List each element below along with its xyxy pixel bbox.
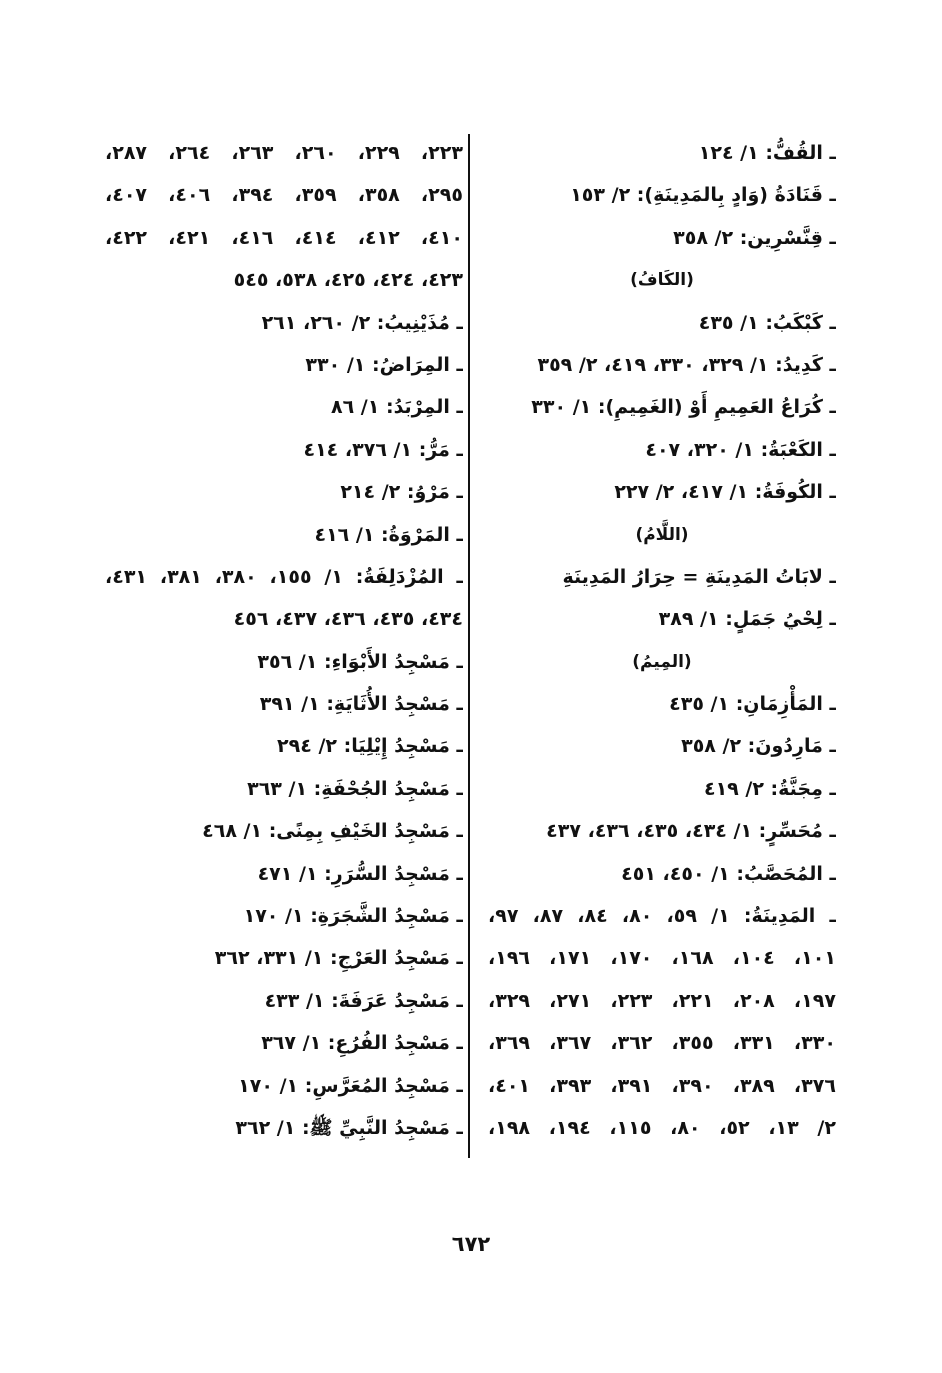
index-entry: ـ المَأْزِمَانِ: ١/ ٤٣٥ bbox=[669, 693, 836, 716]
index-entry: ـ مِجَنَّةُ: ٢/ ٤١٩ bbox=[703, 777, 836, 800]
index-entry: ـ مَسْجِدُ النَّبِيِّ ﷺ: ١/ ٣٦٢ bbox=[235, 1116, 463, 1139]
index-entry: ـ كُرَاعُ العَمِيمِ أَوْ (الغَمِيمِ): ١/ ٣٣٠ bbox=[531, 396, 836, 419]
index-entry: ـ مَسْجِدُ عَرَفَةَ: ١/ ٤٣٣ bbox=[264, 989, 463, 1012]
index-entry: ـ مَسْجِدُ العَرْجِ: ١/ ٣٣١، ٣٦٢ bbox=[214, 947, 463, 970]
index-entry: ٣٣٠، ٣٣١، ٣٥٥، ٣٦٢، ٣٦٧، ٣٦٩، bbox=[488, 1032, 836, 1055]
column-divider bbox=[468, 134, 470, 1158]
index-entry: ـ مَسْجِدُ السُّرَرِ: ١/ ٤٧١ bbox=[257, 862, 463, 885]
index-entry: ـ المِرْبَدُ: ١/ ٨٦ bbox=[330, 396, 463, 419]
index-entry: ـ مَسْجِدُ الشَّجَرَةِ: ١/ ١٧٠ bbox=[243, 905, 463, 928]
index-entry: ـ مَرُّ: ١/ ٣٧٦، ٤١٤ bbox=[303, 438, 463, 461]
index-entry: ـ مَرْوُ: ٢/ ٢١٤ bbox=[340, 481, 463, 504]
index-column-left bbox=[105, 132, 463, 1149]
index-entry: ٤٢٣، ٤٢٤، ٤٢٥، ٥٣٨، ٥٤٥ bbox=[233, 269, 463, 292]
section-heading bbox=[488, 641, 836, 683]
index-entry: ـ المُحَصَّبُ: ١/ ٤٥٠، ٤٥١ bbox=[621, 862, 836, 885]
index-entry: ـ قِنَّسْرِين: ٢/ ٣٥٨ bbox=[673, 226, 836, 249]
page-number: ٦٧٢ bbox=[451, 1232, 491, 1256]
index-entry: ـ مَسْجِدُ الأُثَايَةِ: ١/ ٣٩١ bbox=[259, 693, 463, 716]
index-entry: ـ المَدِينَةُ: ١/ ٥٩، ٨٠، ٨٤، ٨٧، ٩٧، bbox=[488, 905, 836, 928]
section-heading bbox=[488, 259, 836, 301]
index-entry: ـ مَسْجِدُ إِيْلِيَا: ٢/ ٢٩٤ bbox=[277, 735, 463, 758]
index-entry: ـ لابَاتُ المَدِينَةِ = حِرَارُ المَدِينَةِ bbox=[562, 565, 836, 588]
index-entry: ٢٩٥، ٣٥٨، ٣٥٩، ٣٩٤، ٤٠٦، ٤٠٧، bbox=[105, 184, 463, 207]
index-entry: ـ مَسْجِدُ الجُحْفَةِ: ١/ ٣٦٣ bbox=[247, 777, 463, 800]
index-column-right bbox=[488, 132, 836, 1149]
index-entry: ـ الكَعْبَةُ: ١/ ٣٢٠، ٤٠٧ bbox=[645, 438, 836, 461]
section-heading-text: (الكَافُ) bbox=[630, 270, 694, 291]
index-entry: ـ المَرْوَةُ: ١/ ٤١٦ bbox=[314, 523, 463, 546]
index-entry: ـ لِحْيُ جَمَلٍ: ١/ ٣٨٩ bbox=[658, 608, 836, 631]
index-entry: ـ كَبْكَبُ: ١/ ٤٣٥ bbox=[698, 311, 836, 334]
index-entry: ـ مَارِدُونَ: ٢/ ٣٥٨ bbox=[681, 735, 836, 758]
section-heading-text: (المِيمُ) bbox=[632, 651, 692, 672]
index-entry: ٣٧٦، ٣٨٩، ٣٩٠، ٣٩١، ٣٩٣، ٤٠١، bbox=[488, 1074, 836, 1097]
index-entry: ـ مُحَسِّرٍ: ١/ ٤٣٤، ٤٣٥، ٤٣٦، ٤٣٧ bbox=[546, 820, 836, 843]
section-heading-text: (اللَّامُ) bbox=[635, 524, 689, 545]
index-entry: ٢/ ١٣، ٥٢، ٨٠، ١١٥، ١٩٤، ١٩٨، bbox=[488, 1116, 836, 1139]
index-entry: ـ قَنَادَةُ (وَادٍ بِالمَدِينَةِ): ٢/ ١٥٣ bbox=[570, 184, 836, 207]
index-entry: ١٠١، ١٠٤، ١٦٨، ١٧٠، ١٧١، ١٩٦، bbox=[488, 947, 836, 970]
index-entry: ـ مَسْجِدُ الأَبْوَاءِ: ١/ ٣٥٦ bbox=[257, 650, 463, 673]
index-entry: ـ الكُوفَةُ: ١/ ٤١٧، ٢/ ٢٢٧ bbox=[614, 481, 836, 504]
index-entry: ١٩٧، ٢٠٨، ٢٢١، ٢٢٣، ٢٧١، ٣٢٩، bbox=[488, 989, 836, 1012]
index-entry: ٤٣٤، ٤٣٥، ٤٣٦، ٤٣٧، ٤٥٦ bbox=[233, 608, 463, 631]
index-entry: ـ المِرَاضُ: ١/ ٣٣٠ bbox=[305, 353, 463, 376]
index-entry: ـ كَدِيدُ: ١/ ٣٢٩، ٣٣٠، ٤١٩، ٢/ ٣٥٩ bbox=[537, 353, 836, 376]
index-entry: ٤١٠، ٤١٢، ٤١٤، ٤١٦، ٤٢١، ٤٢٢، bbox=[105, 226, 463, 249]
index-entry: ـ المُزْدَلِفَةُ: ١/ ١٥٥، ٣٨٠، ٣٨١، ٤٣١، bbox=[105, 565, 463, 588]
index-entry: ٢٢٣، ٢٢٩، ٢٦٠، ٢٦٣، ٢٦٤، ٢٨٧، bbox=[105, 142, 463, 164]
index-entry: ـ مَسْجِدُ المُعَرَّسِ: ١/ ١٧٠ bbox=[238, 1074, 463, 1097]
index-entry: ـ مَسْجِدُ الخَيْفِ بِمِنًى: ١/ ٤٦٨ bbox=[202, 820, 463, 843]
index-entry: ـ مُذَيْنِيبُ: ٢/ ٢٦٠، ٢٦١ bbox=[261, 311, 463, 334]
index-entry: ـ مَسْجِدُ الفُرُعِ: ١/ ٣٦٧ bbox=[261, 1032, 463, 1055]
section-heading bbox=[488, 514, 836, 556]
index-entry: ـ القُفُّ: ١/ ١٢٤ bbox=[698, 142, 836, 164]
